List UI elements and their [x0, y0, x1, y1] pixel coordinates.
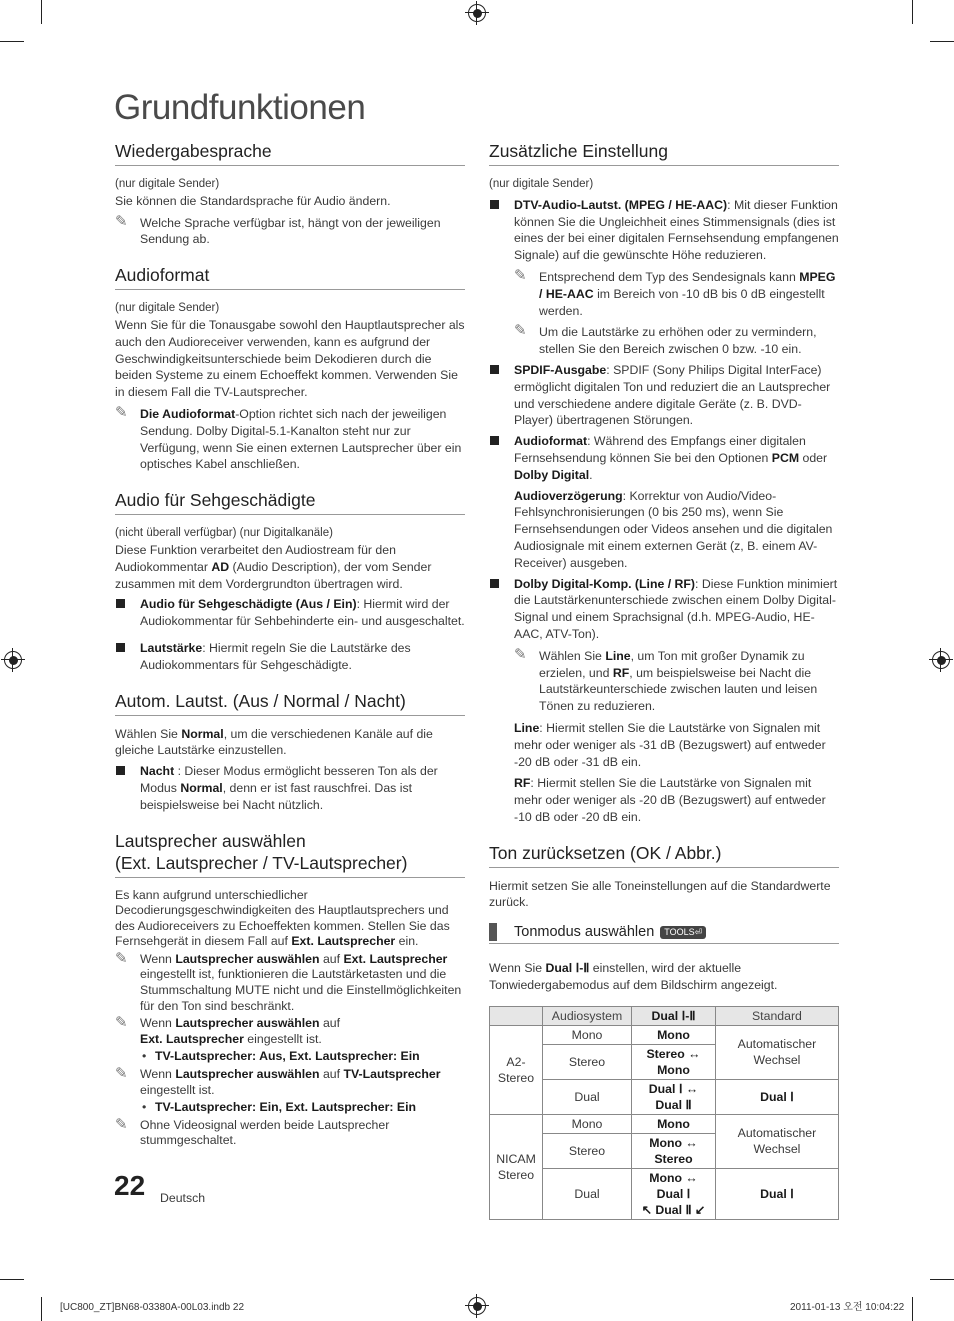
- note: ✎ Wählen Sie Line, um Ton mit großer Dynamik zu erzielen, und RF, um beispielsweise bei Nacht die Lautstärkeunterschiede zwischen lauten und leisen Tönen zu reduzieren.: [514, 645, 818, 714]
- paragraph: Wenn Sie Dual Ⅰ-Ⅱ einstellen, wird der aktuelle Tonwiedergabemodus auf dem Bildschirm angezeigt.: [489, 961, 778, 993]
- pencil-icon: ✎: [115, 212, 128, 230]
- crop-mark: [0, 41, 24, 42]
- sub-item: • TV-Lautsprecher: Ein, Ext. Lautsprecher: Ein: [142, 1100, 417, 1115]
- bullet-item: SPDIF-Ausgabe: SPDIF (Sony Philips Digital InterFace) ermöglicht digitalen Ton und reduziert die an Lautsprecher und verschiedene andere digitale Geräte (z. B. DVD-Player) übertragenen Störungen.: [489, 362, 839, 429]
- section-heading: Ton zurücksetzen (OK / Abbr.): [489, 842, 839, 868]
- registration-mark-icon: [468, 4, 486, 22]
- section-heading: Wiedergabesprache: [115, 140, 465, 166]
- scope-note: (nur digitale Sender): [115, 178, 220, 190]
- note: ✎ Die Audioformat-Option richtet sich nach der jeweiligen Sendung. Dolby Digital-5.1-Kanalton steht nur zur Verfügung, wenn Sie einen externen Lautsprecher über ein optisches Kabel anschließen.: [115, 403, 462, 472]
- section-heading: Lautsprecher auswählen (Ext. Lautsprecher / TV-Lautsprecher): [115, 830, 465, 878]
- tools-badge: TOOLS⏎: [660, 926, 706, 939]
- section-wiedergabesprache: [115, 140, 465, 248]
- paragraph: Wenn Sie für die Tonausgabe sowohl den Hauptlautsprecher als auch den Audioreceiver verwenden, kann es aufgrund der Geschwindigkeitsunterschiede beim Dekodieren durch die beiden Systeme zu einem Echoeffekt kommen. Verwenden Sie in diesem Fall die TV-Lautsprecher.: [115, 317, 465, 400]
- crop-mark: [912, 1297, 913, 1321]
- registration-mark-icon: [4, 651, 22, 669]
- note: ✎ Wenn Lautsprecher auswählen auf Ext. Lautsprecher eingestellt ist. • TV-Lautsprecher: Aus, Ext. Lautsprecher: Ein: [115, 1016, 465, 1065]
- paragraph: Diese Funktion verarbeitet den Audiostream für den Audiokommentar AD (Audio Description), der vom Sender zusammen mit dem Vordergrundton übertragen wird.: [115, 542, 432, 591]
- section-ton-zuruecksetzen: [489, 842, 839, 1220]
- paragraph: Hiermit setzen Sie alle Toneinstellungen auf die Standardwerte zurück.: [489, 878, 831, 910]
- paragraph: Es kann aufgrund unterschiedlicher Decodierungsgeschwindigkeiten des Hauptlautsprechers und des Audioreceivers zu Echoeffekten kommen. Stellen Sie das Fernsehgerät in diesem Fall auf Ext. Lautsprecher ein.: [115, 887, 450, 949]
- left-column: [115, 140, 465, 1165]
- crop-mark: [41, 1297, 42, 1321]
- section-autom-lautst: [115, 690, 465, 814]
- pencil-icon: ✎: [115, 403, 128, 421]
- note: ✎ Um die Lautstärke zu erhöhen oder zu vermindern, stellen Sie den Bereich zwischen 0 bzw. -10 ein.: [514, 322, 817, 357]
- bullet-item: Audio für Sehgeschädigte (Aus / Ein): Hiermit wird der Audiokommentar für Sehbehinderte ein- und ausgeschaltet.: [115, 596, 465, 630]
- scope-note: (nur digitale Sender): [115, 302, 220, 315]
- paragraph: Sie können die Standardsprache für Audio ändern.: [115, 193, 391, 208]
- note: ✎ Wenn Lautsprecher auswählen auf Ext. Lautsprecher eingestellt ist, funktionieren die Lautstärketasten und die Stummschaltung MUTE nicht und die Einstellmöglichkeiten für den Ton sind beschränkt.: [115, 949, 462, 1013]
- section-heading: Audio für Sehgeschädigte: [115, 489, 465, 515]
- scope-note: (nicht überall verfügbar) (nur Digitalkanäle): [115, 527, 333, 540]
- registration-mark-icon: [932, 651, 950, 669]
- pencil-icon: ✎: [115, 1115, 128, 1133]
- section-heading: Autom. Lautst. (Aus / Normal / Nacht): [115, 690, 465, 716]
- crop-mark: [930, 1279, 954, 1280]
- right-column: [489, 140, 839, 1236]
- page-language: Deutsch: [160, 1191, 206, 1205]
- crop-mark: [912, 0, 913, 24]
- crop-mark: [0, 1279, 24, 1280]
- bullet-item: DTV-Audio-Lautst. (MPEG / HE-AAC): Mit dieser Funktion können Sie die Ungleichheit eines Stimmensignals (dies ist eines der bei einer digitalen Fernsehsendung empfangenen Signale) auf die gewünschte Höhe reduzieren. ✎ Entsprechend dem Typ des Sendesignals kann MPEG / HE-AAC im Bereich von -10 dB bis 0 dB eingestellt werden. ✎ Um die Lautstärke zu erhöhen oder zu vermindern, stellen Sie den Bereich zwischen 0 bzw. -10 ein.: [489, 197, 839, 358]
- page-title: Grundfunktionen: [114, 88, 366, 127]
- pencil-icon: ✎: [514, 645, 527, 663]
- bullet-item: Audioformat: Während des Empfangs einer digitalen Fernsehsendung können Sie bei den Optionen PCM oder Dolby Digital. Audioverzögerung: Korrektur von Audio/Video-Fehlsynchronisierungen (0 bis 250 ms), wenn Sie Fernsehsendungen oder Videos ansehen und die digitalen Audiosignale mit einem externen Gerät (z, B. einem AV-Receiver) ausgeben.: [489, 433, 839, 571]
- section-heading: Audioformat: [115, 264, 465, 290]
- pencil-icon: ✎: [115, 949, 128, 967]
- paragraph: Wählen Sie Normal, um die verschiedenen Kanäle auf die gleiche Lautstärke einzustellen.: [115, 726, 433, 758]
- sound-mode-table: Audiosystem Dual Ⅰ-Ⅱ Standard A2- Stereo Mono Mono Automatischer Wechsel Stereo Stereo ↔ Mono Dual Dual Ⅰ ↔ Dual Ⅱ Dual Ⅰ NICAM Stereo Mono Mono Automatischer Wechsel Stereo Mono ↔ Stereo Dual Mono ↔ Dual Ⅰ ↖ Dual Ⅱ ↙ Dual Ⅰ: [489, 1006, 839, 1220]
- note: ✎ Welche Sprache verfügbar ist, hängt von der jeweiligen Sendung ab.: [115, 212, 441, 247]
- note: ✎ Wenn Lautsprecher auswählen auf TV-Lautsprecher eingestellt ist. • TV-Lautsprecher: Ein, Ext. Lautsprecher: Ein: [115, 1067, 465, 1116]
- scope-note: (nur digitale Sender): [489, 178, 594, 190]
- section-audioformat: [115, 264, 465, 473]
- section-audio-sehgeschaedigte: [115, 489, 465, 673]
- crop-mark: [41, 0, 42, 24]
- page-number: 22: [114, 1170, 146, 1201]
- bullet-item: Lautstärke: Hiermit regeln Sie die Lautstärke des Audiokommentars für Sehgeschädigte.: [115, 640, 465, 674]
- section-heading: Zusätzliche Einstellung: [489, 140, 839, 166]
- pencil-icon: ✎: [514, 322, 527, 340]
- bullet-item: Dolby Digital-Komp. (Line / RF): Diese Funktion minimiert die Lautstärkenunterschiede zwischen einem Dolby Digital-Signal und einem Sprachsignal (d.h. MPEG-Audio, HE-AAC, ATV-Ton). ✎ Wählen Sie Line, um Ton mit großer Dynamik zu erzielen, und RF, um beispielsweise bei Nacht die Lautstärkeunterschiede zwischen lauten und leisen Tönen zu reduzieren. Line: Hiermit stellen Sie die Lautstärke von Signalen mit mehr oder weniger als -31 dB (Bezugswert) auf entweder -20 dB oder -31 dB ein. RF: Hiermit stellen Sie die Lautstärke von Signalen mit mehr oder weniger als -20 dB (Bezugswert) auf entweder -10 dB oder -20 dB ein.: [489, 576, 839, 826]
- footer-right: 2011-01-13 오전 10:04:22: [790, 1302, 905, 1313]
- bullet-item: Nacht : Dieser Modus ermöglicht besseren Ton als der Modus Normal, denn er ist fast rauschfrei. Das ist beispielsweise bei Nacht nützlich.: [115, 763, 465, 813]
- sub-item: • TV-Lautsprecher: Aus, Ext. Lautsprecher: Ein: [142, 1049, 420, 1064]
- crop-mark: [930, 41, 954, 42]
- note: ✎ Ohne Videosignal werden beide Lautsprecher stummgeschaltet.: [115, 1115, 390, 1148]
- pencil-icon: ✎: [115, 1014, 128, 1032]
- footer-left: [UC800_ZT]BN68-03380A-00L03.indb 22: [60, 1302, 245, 1313]
- note: ✎ Entsprechend dem Typ des Sendesignals kann MPEG / HE-AAC im Bereich von -10 dB bis 0 dB eingestellt werden.: [514, 266, 836, 318]
- pencil-icon: ✎: [514, 266, 527, 284]
- pencil-icon: ✎: [115, 1065, 128, 1083]
- section-zusaetzliche-einstellung: [489, 140, 839, 826]
- sub-heading-bar: Tonmodus auswählen TOOLS⏎: [489, 923, 839, 944]
- section-lautsprecher: [115, 830, 465, 1150]
- registration-mark-icon: [468, 1297, 486, 1315]
